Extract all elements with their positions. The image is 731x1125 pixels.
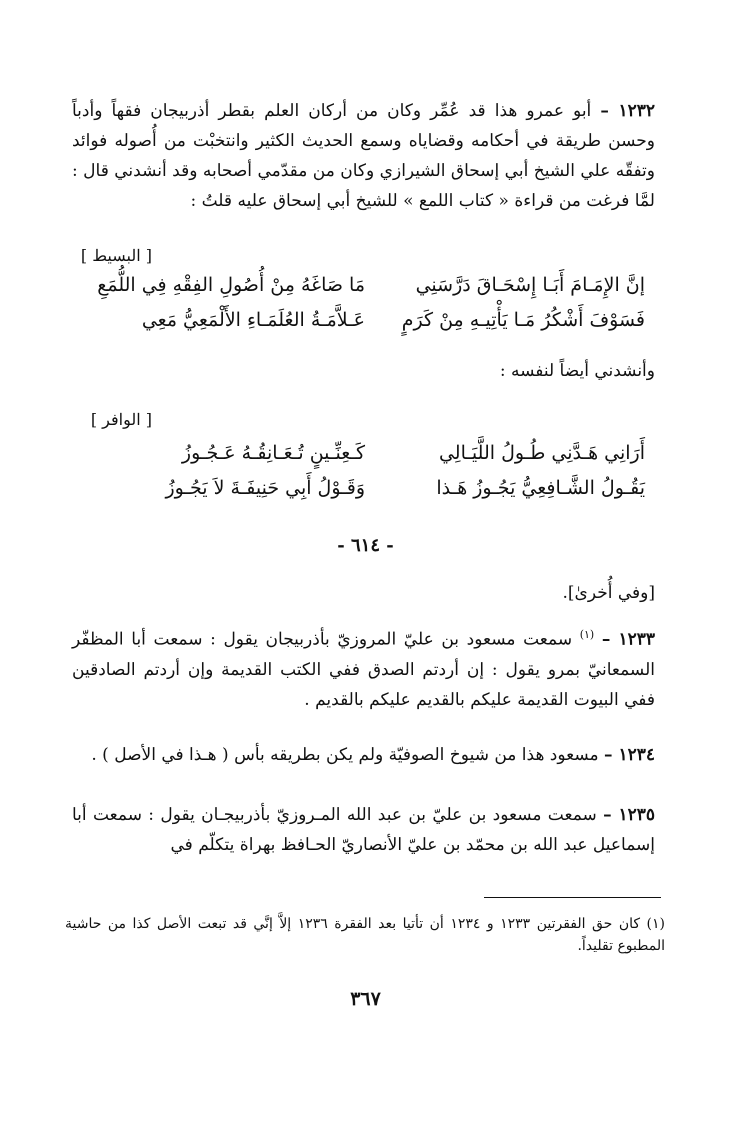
footnote-divider — [484, 897, 661, 898]
footnote-reference: (١) — [579, 628, 595, 641]
entry-1234 — [72, 740, 655, 770]
poem-meter-label: [ الوافر ] — [90, 410, 152, 429]
other-version-note: [وفي أُخرىٰ]. — [562, 583, 655, 603]
entry-1233 — [72, 620, 655, 715]
verse-hemistich: مَا صَاغَهُ مِنْ أُصُولِ الفِقْهِ فِي اللُّمَعِ — [97, 274, 365, 296]
poem-intro: وأنشدني أيضاً لنفسه : — [499, 361, 655, 381]
footnote: (١) كان حق الفقرتين ١٢٣٣ و ١٢٣٤ أن تأتيا بعد الفقرة ١٢٣٦ إلاَّ إنَّي قد تبعت الأصل كذا من حاشية المطبوع تقليداً. — [65, 916, 665, 954]
entry-text: مسعود هذا من شيوخ الصوفيّة ولم يكن بطريقه بأس ( هـذا في الأصل ) . — [91, 745, 599, 765]
entry-number: ١٢٣٢ – — [600, 101, 655, 121]
section-separator: - ٦١٤ - — [337, 535, 394, 556]
entry-text: سمعت مسعود بن عليّ بن عبد الله المـروزيّ بأذربيجـان يقول : سمعت أبا إسماعيل عبد الله بن محمّد بن عليّ الأنصاريّ الحـافظ بهراة يتكلّم في — [72, 805, 655, 855]
entry-number: ١٢٣٤ – — [604, 745, 655, 765]
verse-hemistich: وَقَـوْلُ أَبِي حَنِيفَـةَ لاَ يَجُـوزُ — [165, 477, 365, 499]
entry-1232 — [72, 96, 655, 216]
poem-meter-label: [ البسيط ] — [80, 246, 152, 265]
entry-1235 — [72, 800, 655, 860]
verse-hemistich: أَرَانِي هَـدَّنِي طُـولُ اللَّيَـالِي — [438, 442, 645, 464]
verse-hemistich: إنَّ الإِمَـامَ أَبَـا إِسْحَـاقَ دَرَّسَنِي — [415, 274, 645, 296]
page-number: ٣٦٧ — [350, 988, 381, 1010]
entry-number: ١٢٣٥ – — [603, 805, 656, 825]
verse-hemistich: عَـلاَّمَـةُ العُلَمَـاءِ الأَلْمَعِيُّ مَعِي — [141, 309, 365, 331]
verse-hemistich: كَـعِنِّـينٍ تُـعَـانِقُـهُ عَـجُـوزُ — [181, 442, 365, 464]
entry-text: أبو عمرو هذا قد عُمِّر وكان من أركان العلم بقطر أذربيجان فقهاً وأدباً وحسن طريقة في أحكامه وقضاياه وسمع الحديث الكثير وانتخبْت من أُصوله فوائد وتفقّه علي الشيخ أبي إسحاق الشيرازي وكان من مقدّمي أصحابه وقد أنشدني قال : لمَّا فرغت من قراءة « كتاب اللمع » للشيخ أبي إسحاق عليه قلتُ : — [72, 101, 655, 211]
verse-hemistich: فَسَوْفَ أَشْكُرُ مَـا يَأْتِيـهِ مِنْ كَرَمٍ — [401, 309, 645, 331]
entry-number: ١٢٣٣ – — [601, 629, 656, 650]
verse-hemistich: يَقُـولُ الشَّـافِعِيُّ يَجُـوزُ هَـذا — [436, 477, 645, 499]
entry-text: سمعت مسعود بن عليّ المروزيّ بأذربيجان يقول : سمعت أبا المظفّر السمعانيّ بمرو يقول : إن أردتم الصدق ففي الكتب القديمة وإن أردتم الصادقين ففي البيوت القديمة عليكم بالقديم عليكم بالقديم . — [72, 629, 655, 710]
